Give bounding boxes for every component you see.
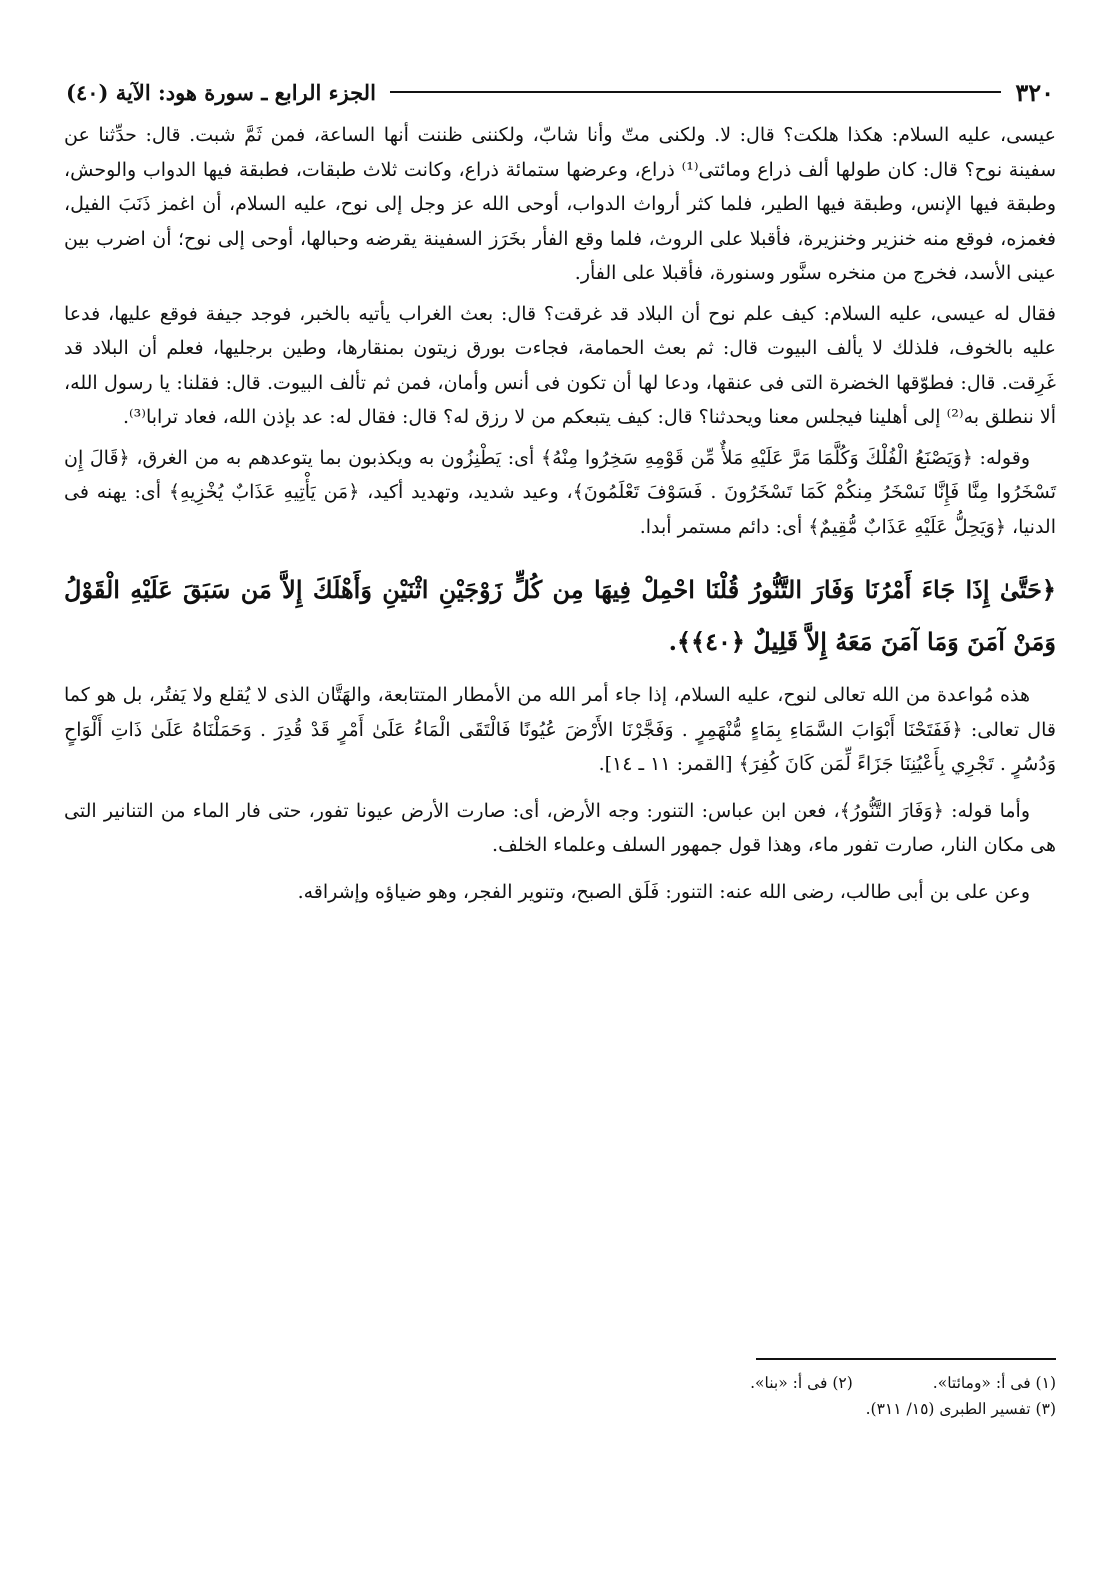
- paragraph-4: هذه مُواعدة من الله تعالى لنوح، عليه السلام، إذا جاء أمر الله من الأمطار المتتابعة، والهَتَّان الذى لا يُقلع ولا يَفتُر، بل هو كما قال تعالى: ﴿فَفَتَحْنَا أَبْوَابَ السَّمَاءِ بِمَاءٍ مُّنْهَمِرٍ . وَفَجَّرْنَا الأَرْضَ عُيُونًا فَالْتَقَى الْمَاءُ عَلَىٰ أَمْرٍ قَدْ قُدِرَ . وَحَمَلْنَاهُ عَلَىٰ ذَاتِ أَلْوَاحٍ وَدُسُرٍ . تَجْرِي بِأَعْيُنِنَا جَزَاءً لِّمَن كَانَ كُفِرَ﴾ [القمر: ١١ ـ ١٤].: [64, 684, 1056, 775]
- page-header: [66, 72, 1054, 112]
- header-rule: [390, 91, 1001, 93]
- paragraph-3: وقوله: ﴿وَيَصْنَعُ الْفُلْكَ وَكُلَّمَا مَرَّ عَلَيْهِ مَلأٌ مِّن قَوْمِهِ سَخِرُوا مِنْهُ﴾ أى: يَطْنِزُون به ويكذبون بما يتوعدهم به من الغرق، ﴿قَالَ إِن تَسْخَرُوا مِنَّا فَإِنَّا نَسْخَرُ مِنكُمْ كَمَا تَسْخَرُونَ . فَسَوْفَ تَعْلَمُونَ﴾، وعيد شديد، وتهديد أكيد، ﴿مَن يَأْتِيهِ عَذَابٌ يُخْزِيهِ﴾ أى: يهنه فى الدنيا، ﴿وَيَحِلُّ عَلَيْهِ عَذَابٌ مُّقِيمٌ﴾ أى: دائم مستمر أبدا.: [64, 446, 1056, 538]
- paragraph-2: فقال له عيسى، عليه السلام: كيف علم نوح أن البلاد قد غرقت؟ قال: بعث الغراب يأتيه بالخبر، فوجد جيفة فوقع عليها، فدعا عليه بالخوف، فلذلك لا يألف البيوت قال: ثم بعث الحمامة، فجاءت بورق زيتون بمنقارها، وطين برجليها، فعلم أن البلاد قد غَرِقت. قال: فطوّقها الخضرة التى فى عنقها، ودعا لها أن تكون فى أنس وأمان، فمن ثم تألف البيوت. قال: فقلنا: يا رسول الله، ألا ننطلق به⁽²⁾ إلى أهلينا فيجلس معنا ويحدثنا؟ قال: كيف يتبعكم من لا رزق له؟ قال: فقال له: عد بإذن الله، فعاد ترابا⁽³⁾.: [64, 302, 1056, 428]
- quran-verse-heading: ﴿حَتَّىٰ إِذَا جَاءَ أَمْرُنَا وَفَارَ التَّنُّورُ قُلْنَا احْمِلْ فِيهَا مِن كُلٍّ زَوْجَيْنِ اثْنَيْنِ وَأَهْلَكَ إِلاَّ مَن سَبَقَ عَلَيْهِ الْقَوْلُ وَمَنْ آمَنَ وَمَا آمَنَ مَعَهُ إِلاَّ قَلِيلٌ ﴿٤٠﴾﴾.: [64, 575, 1056, 656]
- paragraph-5: وأما قوله: ﴿وَفَارَ التَّنُّورُ﴾، فعن ابن عباس: التنور: وجه الأرض، أى: صارت الأرض عيونا تفور، حتى فار الماء من التنانير التى هى مكان النار، صارت تفور ماء، وهذا قول جمهور السلف وعلماء الخلف.: [64, 799, 1056, 856]
- body-text: [64, 118, 1056, 909]
- paragraph-6: وعن على بن أبى طالب، رضى الله عنه: التنور: فَلَق الصبح، وتنوير الفجر، وهو ضياؤه وإشراقه.: [297, 880, 1030, 903]
- paragraph-1: عيسى، عليه السلام: هكذا هلكت؟ قال: لا. ولكنى متّ وأنا شابّ، ولكننى ظننت أنها الساعة، فمن ثَمَّ شبت. قال: حدِّثنا عن سفينة نوح؟ قال: كان طولها ألف ذراع ومائتى⁽¹⁾ ذراع، وعرضها ستمائة ذراع، وكانت ثلاث طبقات، فطبقة فيها الدواب والوحش، وطبقة فيها الإنس، وطبقة فيها الطير، فلما كثر أرواث الدواب، أوحى الله عز وجل إلى نوح، عليه السلام، أن اغمز ذَنَبَ الفيل، فغمزه، فوقع منه خنزير وخنزيرة، فأقبلا على الروث، فلما وقع الفأر بخَرَز السفينة يقرضه وحبالها، أوحى إلى نوح؛ أن اضرب بين عينى الأسد، فخرج من منخره سنَّور وسنورة، فأقبلا على الفأر.: [64, 124, 1056, 284]
- footnote-1: (١) فى أ: «ومائتا».: [932, 1374, 1056, 1392]
- footnote-2: (٢) فى أ: «بنا».: [750, 1374, 853, 1392]
- running-head: الجزء الرابع ـ سورة هود: الآية (٤٠): [66, 79, 376, 105]
- footnote-3: (٣) تفسير الطبرى (١٥/ ٣١١).: [865, 1400, 1056, 1418]
- page-number: ٣٢٠: [1015, 77, 1054, 107]
- footnote-row: [64, 1370, 1056, 1396]
- footnotes: [64, 1358, 1056, 1422]
- footnote-rule: [756, 1358, 1056, 1360]
